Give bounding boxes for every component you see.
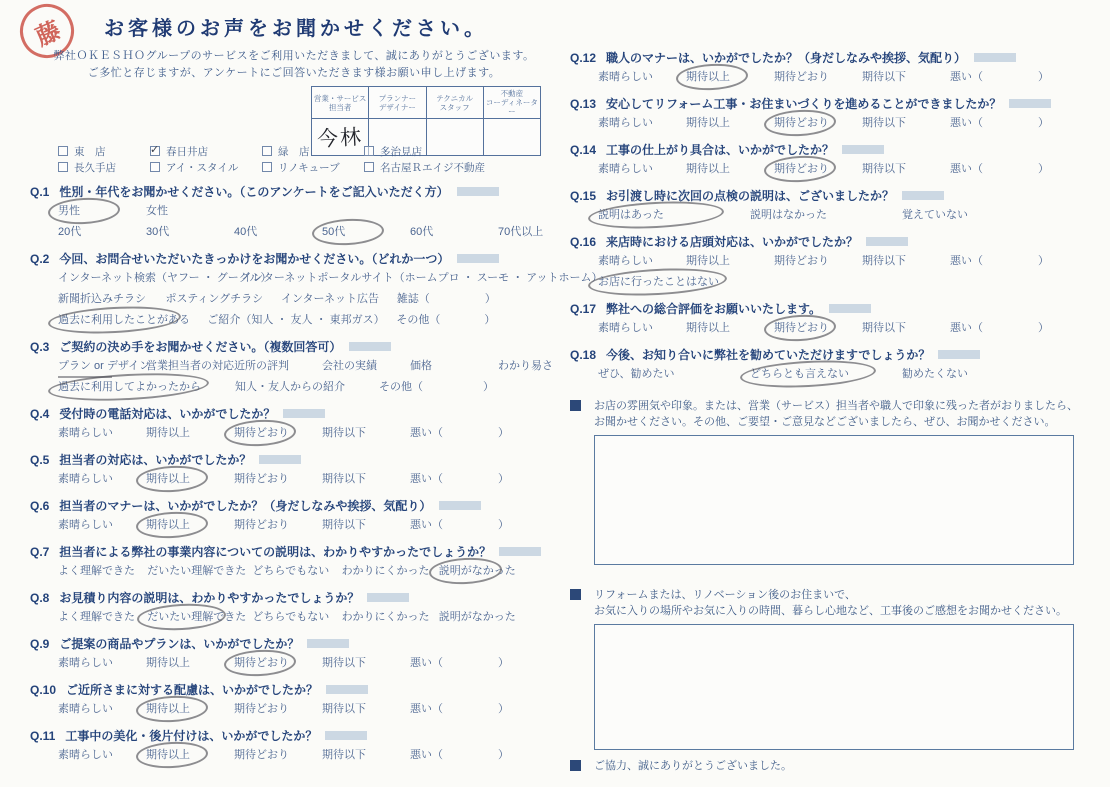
options-row [58, 311, 494, 330]
option: その他（ [379, 381, 423, 393]
question-number: Q.5 [30, 453, 50, 467]
options-row: 素晴らしい 期待以上 期待どおり 期待以下 悪い（ ） [58, 424, 494, 443]
question-text: 今回、お問合せいただいたきっかけをお聞かせください。（どれか一つ） [59, 252, 450, 266]
question-heading [30, 251, 545, 267]
options-row [598, 365, 1034, 384]
questions-right-column [570, 50, 1098, 774]
question-heading [570, 301, 1098, 317]
square-bullet-icon [570, 760, 581, 771]
options-row: 素晴らしい 期待以上 期待どおり 期待以下 悪い（ ） [58, 470, 494, 489]
question-text: 今後、お知り合いに弊社を勧めていただけますでしょうか？ [606, 348, 931, 362]
option: 期待以下 [862, 163, 906, 175]
branch-row [58, 160, 534, 176]
scan-highlight-mark [974, 53, 1016, 62]
scan-highlight-mark [439, 501, 481, 510]
option: 悪い（ [950, 117, 983, 129]
question-heading [30, 339, 545, 355]
branch-label: リノキューブ [278, 162, 340, 174]
option-circled: 期待どおり [774, 319, 828, 338]
scan-highlight-mark [1009, 99, 1051, 108]
option: 期待以上 [686, 255, 730, 267]
question-heading [30, 498, 545, 514]
option: 40代 [234, 226, 258, 238]
scan-highlight-mark [457, 254, 499, 263]
branch-label: アイ・スタイル [166, 162, 239, 174]
option: 期待以下 [322, 427, 366, 439]
question-q18 [570, 347, 1098, 384]
handwritten-staff-name: 今林 [316, 125, 364, 152]
option: 20代 [58, 226, 82, 238]
question-heading [30, 452, 545, 468]
option-circled: 期待どおり [234, 424, 288, 443]
options-row: 素晴らしい 期待以上 期待どおり 期待以下 悪い（ ） [58, 654, 494, 673]
option: どちらでもない [252, 565, 330, 577]
question-text: ご近所さまに対する配慮は、いかがでしたか？ [66, 683, 319, 697]
comment-section-1 [570, 398, 1098, 565]
options-row [58, 562, 516, 581]
question-text: 受付時の電話対応は、いかがでしたか？ [59, 407, 276, 421]
checkbox-icon [364, 162, 374, 172]
scan-highlight-mark [866, 237, 908, 246]
question-number: Q.14 [570, 143, 597, 157]
question-heading [30, 682, 545, 698]
options-row: 素晴らしい 期待以上 期待どおり 期待以下 悪い（ ） [598, 68, 1034, 87]
option: 60代 [410, 226, 434, 238]
question-q3 [30, 339, 553, 397]
question-text: お引渡し時に次回の点検の説明は、ございましたか？ [606, 189, 895, 203]
question-number: Q.16 [570, 235, 597, 249]
question-text: 工事中の美化・後片付けは、いかがでしたか？ [65, 729, 318, 743]
option: 近所の評判 [234, 360, 289, 372]
question-q15 [570, 188, 1098, 225]
option: 素晴らしい [598, 163, 653, 175]
branch-option [262, 144, 364, 160]
question-text: ご契約の決め手をお聞かせください。（複数回答可） [59, 340, 342, 354]
option: 素晴らしい [58, 703, 113, 715]
option: 期待以下 [322, 703, 366, 715]
staff-col-sales: 営業・サービス 担当者 [312, 87, 369, 119]
option: 新聞折込みチラシ [58, 293, 146, 305]
scan-highlight-mark [902, 191, 944, 200]
branch-option [58, 160, 150, 176]
scan-highlight-mark [259, 455, 301, 464]
option: 悪い（ [410, 749, 443, 761]
options-row: 素晴らしい 期待以上 期待どおり 期待以下 悪い（ ） [58, 700, 494, 719]
paren-close: ） [484, 293, 496, 305]
page-title: お客様のお声をお聞かせください。 [104, 18, 488, 40]
option-circled: 期待以上 [146, 746, 200, 765]
question-text: 担当者による弊社の事業内容についての説明は、わかりやすかったでしょうか？ [59, 545, 492, 559]
options-row [58, 269, 603, 288]
checkbox-icon [58, 146, 68, 156]
branch-option [364, 160, 534, 176]
options-row [58, 202, 494, 221]
question-heading [30, 590, 545, 606]
options-row: 素晴らしい 期待以上 期待どおり 期待以下 悪い（ ） [58, 516, 494, 535]
option-circled: 過去に利用したことがある [58, 311, 173, 330]
option-circled: 期待以上 [686, 68, 740, 87]
option: 30代 [146, 226, 170, 238]
option-circled: 説明はあった [598, 206, 716, 225]
option: インターネット検索（ヤフー ・ グーグル） [58, 272, 272, 284]
option: 悪い（ [410, 657, 443, 669]
option: 素晴らしい [598, 255, 653, 267]
scan-highlight-mark [367, 593, 409, 602]
question-heading [30, 728, 545, 744]
checkbox-icon [262, 162, 272, 172]
option-circled: だいたい理解できた [147, 608, 218, 627]
question-text: 来店時における店頭対応は、いかがでしたか？ [606, 235, 859, 249]
option: 素晴らしい [58, 427, 113, 439]
scan-highlight-mark [938, 350, 980, 359]
question-text: お見積り内容の説明は、わかりやすかったでしょうか？ [59, 591, 360, 605]
option: インターネット広告 [281, 293, 380, 305]
option: 期待以上 [686, 322, 730, 334]
question-number: Q.13 [570, 97, 597, 111]
option: 悪い（ [410, 473, 443, 485]
option: 説明はなかった [750, 209, 827, 221]
option: 悪い（ [950, 163, 983, 175]
option: 説明がなかった [438, 611, 516, 623]
option: インターネットポータルサイト（ホームプロ ・ スーモ ・ アットホーム） [241, 272, 603, 284]
question-number: Q.1 [30, 185, 50, 199]
thanks-text: ご協力、誠にありがとうございました。 [594, 760, 792, 772]
option: 素晴らしい [598, 117, 653, 129]
option: 覚えていない [902, 209, 968, 221]
question-text: 担当者のマナーは、いかがでしたか？（身だしなみや挨拶、気配り） [59, 499, 432, 513]
option: 期待以上 [146, 657, 190, 669]
branch-label: 多治見店 [380, 146, 422, 158]
question-heading [570, 50, 1098, 66]
option: 素晴らしい [598, 71, 653, 83]
option: 素晴らしい [58, 473, 113, 485]
options-row [598, 273, 1034, 292]
option: 期待どおり [234, 703, 289, 715]
question-number: Q.18 [570, 348, 597, 362]
scan-highlight-mark [842, 145, 884, 154]
option: どちらでもない [252, 611, 330, 623]
checkbox-icon [262, 146, 272, 156]
staff-col-planner: プランナー デザイナー [369, 87, 426, 119]
hanko-stamp-text: 藤 [31, 16, 65, 51]
question-heading [570, 234, 1098, 250]
option: 期待以下 [322, 473, 366, 485]
option: 悪い（ [950, 71, 983, 83]
options-row: 素晴らしい 期待以上 期待どおり 期待以下 悪い（ ） [598, 160, 1034, 179]
option: ぜひ、勧めたい [598, 368, 675, 380]
question-q16 [570, 234, 1098, 292]
option: 価格 [410, 360, 432, 372]
option: 素晴らしい [58, 519, 113, 531]
question-number: Q.10 [30, 683, 57, 697]
option: 素晴らしい [58, 749, 113, 761]
staff-col-technical: テクニカル スタッフ [426, 87, 483, 119]
option: 悪い（ [410, 703, 443, 715]
branch-label: 東 店 [74, 146, 106, 158]
checkbox-icon [150, 162, 160, 172]
option: 素晴らしい [58, 657, 113, 669]
option-circled: 期待どおり [234, 654, 288, 673]
scan-highlight-mark [349, 342, 391, 351]
question-q9 [30, 636, 545, 673]
comment-prompt [570, 398, 1098, 430]
question-heading [30, 636, 545, 652]
option: わかりにくかった [341, 565, 430, 577]
checkbox-checked-icon [150, 146, 160, 156]
scan-highlight-mark [457, 187, 499, 196]
branch-label: 緑 店 [278, 146, 310, 158]
option: その他（ [396, 314, 441, 326]
square-bullet-icon [570, 400, 581, 411]
option-circled: お店に行ったことはない [598, 273, 719, 292]
square-bullet-icon [570, 589, 581, 600]
branch-row [58, 144, 534, 160]
options-row: 素晴らしい 期待以上 期待どおり 期待以下 悪い（ ） [598, 252, 1034, 271]
option-circled: 期待どおり [774, 114, 828, 133]
branch-checkbox-group [58, 144, 534, 176]
option: 期待以上 [146, 427, 190, 439]
question-q7 [30, 544, 545, 581]
branch-label: 長久手店 [74, 162, 116, 174]
option: わかり易さ [498, 360, 553, 372]
question-q5 [30, 452, 545, 489]
option: 期待どおり [234, 519, 289, 531]
option: 素晴らしい [598, 322, 653, 334]
branch-option [150, 144, 262, 160]
option: プラン or デザイン [58, 357, 112, 376]
option: 期待以下 [862, 71, 906, 83]
scan-highlight-mark [829, 304, 871, 313]
option: 悪い（ [410, 519, 443, 531]
option-circled: 期待どおり [774, 160, 828, 179]
question-number: Q.2 [30, 252, 50, 266]
option-circled: 期待以上 [146, 700, 200, 719]
question-q10 [30, 682, 545, 719]
option: 期待以下 [322, 657, 366, 669]
option: 営業担当者の対応 [146, 360, 234, 372]
scan-highlight-mark [325, 731, 367, 740]
comment-box-1 [594, 435, 1074, 565]
intro-line-1: 弊社ＯＫＥＳＨＯグループのサービスをご利用いただきまして、誠にありがとうございます。 [53, 50, 535, 62]
option: わかりにくかった [341, 611, 430, 623]
intro-text [48, 48, 540, 82]
option: よく理解できた [58, 565, 135, 577]
intro-line-2: ご多忙と存じますが、アンケートにご回答いただきます様お願い申し上げます。 [87, 67, 501, 79]
options-row [58, 223, 544, 242]
option: 期待どおり [774, 255, 829, 267]
question-q1 [30, 184, 545, 242]
question-q11 [30, 728, 545, 765]
question-text: 職人のマナーは、いかがでしたか？（身だしなみや挨拶、気配り） [606, 51, 967, 65]
option: だいたい理解できた [147, 565, 247, 577]
question-heading [570, 96, 1098, 112]
scan-highlight-mark [307, 639, 349, 648]
scan-highlight-mark [283, 409, 325, 418]
question-heading [30, 184, 545, 200]
question-q14 [570, 142, 1098, 179]
options-row: 素晴らしい 期待以上 期待どおり 期待以下 悪い（ ） [58, 746, 494, 765]
option: 期待どおり [774, 71, 829, 83]
option: 期待どおり [234, 749, 289, 761]
question-q8 [30, 590, 545, 627]
option: 会社の実績 [322, 360, 377, 372]
question-number: Q.11 [30, 729, 56, 743]
option: 知人・友人からの紹介 [235, 381, 345, 393]
question-q17 [570, 301, 1098, 338]
option-circled: 期待以上 [146, 516, 200, 535]
option-circled: 50代 [322, 223, 376, 242]
branch-option [150, 160, 262, 176]
option: 期待以下 [862, 117, 906, 129]
branch-option [262, 160, 364, 176]
option: 期待以下 [862, 255, 906, 267]
comment-prompt-line: お気に入りの場所やお気に入りの時間、暮らし心地など、工事後のご感想をお聞かせください。 [594, 605, 1067, 617]
option-circled: どちらとも言えない [750, 365, 868, 384]
question-number: Q.8 [30, 591, 50, 605]
options-row [58, 357, 553, 376]
question-number: Q.17 [570, 302, 597, 316]
comment-prompt [570, 587, 1098, 619]
checkbox-icon [58, 162, 68, 172]
question-number: Q.6 [30, 499, 50, 513]
comment-prompt-line: お聞かせください。その他、ご要望・ご意見などございましたら、ぜひ、お聞かせください。 [594, 416, 1056, 428]
question-number: Q.7 [30, 545, 50, 559]
option: ポスティングチラシ [165, 293, 264, 305]
question-q6 [30, 498, 545, 535]
option: 期待以上 [686, 117, 730, 129]
question-text: 担当者の対応は、いかがでしたか？ [59, 453, 252, 467]
scan-highlight-mark [499, 547, 541, 556]
branch-option [364, 144, 534, 160]
question-number: Q.9 [30, 637, 50, 651]
question-text: 安心してリフォーム工事・お住まいづくりを進めることができましたか？ [606, 97, 1002, 111]
option: 雑誌（ [396, 293, 430, 305]
option: 期待以上 [686, 163, 730, 175]
branch-label: 名古屋Ｒエイジ不動産 [380, 162, 485, 174]
question-heading [30, 406, 545, 422]
options-row: 素晴らしい 期待以上 期待どおり 期待以下 悪い（ ） [598, 319, 1034, 338]
option: 期待以下 [322, 519, 366, 531]
options-row [598, 206, 1034, 225]
options-row [58, 608, 516, 627]
option: 期待以下 [322, 749, 366, 761]
option: 悪い（ [410, 427, 443, 439]
comment-prompt-line: リフォームまたは、リノベーション後のお住まいで、 [594, 589, 856, 601]
options-row [58, 378, 494, 397]
question-number: Q.3 [30, 340, 50, 354]
scan-highlight-mark [326, 685, 368, 694]
thanks-line [570, 759, 1098, 774]
question-text: 工事の仕上がり具合は、いかがでしたか？ [606, 143, 835, 157]
option: よく理解できた [58, 611, 135, 623]
question-q13 [570, 96, 1098, 133]
option: 悪い（ [950, 255, 983, 267]
option-circled: 説明がなかった [439, 562, 494, 581]
option: 期待以下 [862, 322, 906, 334]
branch-option [58, 144, 150, 160]
question-number: Q.12 [570, 51, 597, 65]
comment-prompt-line: お店の雰囲気や印象。または、営業（サービス）担当者や職人で印象に残った者がおりましたら、 [594, 400, 1078, 412]
paren-close: ） [484, 314, 496, 326]
question-text: 弊社への総合評価をお願いいたします。 [606, 302, 822, 316]
options-row: 素晴らしい 期待以上 期待どおり 期待以下 悪い（ ） [598, 114, 1034, 133]
checkbox-icon [364, 146, 374, 156]
question-text: 性別・年代をお聞かせください。（このアンケートをご記入いただく方） [59, 185, 449, 199]
staff-col-estate: 不動産 コーディネーター [483, 87, 540, 119]
option: 女性 [146, 205, 168, 217]
option: 70代以上 [498, 226, 544, 238]
paren-close: ） [483, 381, 494, 393]
question-q4 [30, 406, 545, 443]
option: ご紹介（知人 ・ 友人 ・ 東邦ガス） [207, 314, 385, 326]
option: 悪い（ [950, 322, 983, 334]
option: 期待どおり [234, 473, 289, 485]
option-circled: 過去に利用してよかったから [58, 378, 201, 397]
option: 勧めたくない [902, 368, 968, 380]
question-number: Q.15 [570, 189, 597, 203]
question-q12 [570, 50, 1098, 87]
branch-label: 春日井店 [166, 146, 208, 158]
question-text: ご提案の商品やプランは、いかがでしたか？ [59, 637, 300, 651]
comment-section-2 [570, 587, 1098, 750]
option-circled: 期待以上 [146, 470, 200, 489]
question-heading [570, 142, 1098, 158]
question-number: Q.4 [30, 407, 50, 421]
option-circled: 男性 [58, 202, 112, 221]
comment-box-2 [594, 624, 1074, 750]
